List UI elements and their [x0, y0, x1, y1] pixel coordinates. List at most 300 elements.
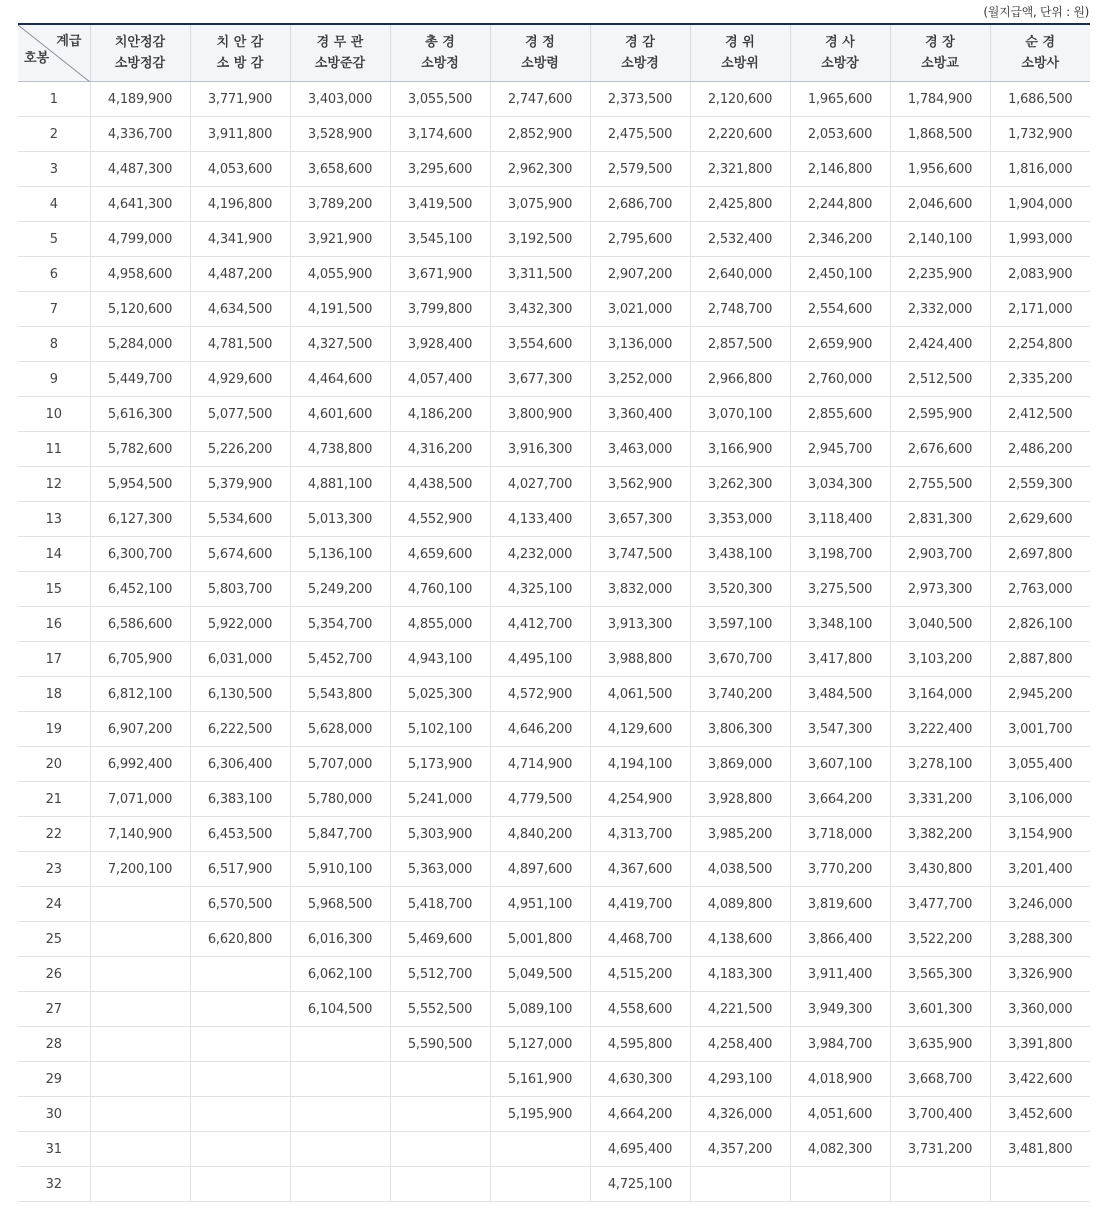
- salary-cell: 3,166,900: [690, 432, 790, 467]
- step-cell: 28: [18, 1027, 90, 1062]
- step-cell: 7: [18, 292, 90, 327]
- table-row: [18, 117, 1090, 152]
- salary-cell: 3,800,900: [490, 397, 590, 432]
- salary-cell: 4,664,200: [590, 1097, 690, 1132]
- salary-cell: 5,674,600: [190, 537, 290, 572]
- salary-cell: 4,194,100: [590, 747, 690, 782]
- salary-cell: [390, 1132, 490, 1167]
- salary-cell: 5,780,000: [290, 782, 390, 817]
- table-row: [18, 467, 1090, 502]
- salary-cell: 6,130,500: [190, 677, 290, 712]
- salary-cell: 3,911,800: [190, 117, 290, 152]
- salary-cell: 2,146,800: [790, 152, 890, 187]
- salary-cell: 4,487,200: [190, 257, 290, 292]
- salary-cell: 4,487,300: [90, 152, 190, 187]
- salary-cell: 2,425,800: [690, 187, 790, 222]
- salary-cell: 3,832,000: [590, 572, 690, 607]
- step-cell: 17: [18, 642, 90, 677]
- salary-cell: 4,464,600: [290, 362, 390, 397]
- salary-cell: 2,697,800: [990, 537, 1090, 572]
- step-cell: 12: [18, 467, 90, 502]
- salary-cell: 5,534,600: [190, 502, 290, 537]
- salary-cell: 3,348,100: [790, 607, 890, 642]
- salary-cell: 4,641,300: [90, 187, 190, 222]
- salary-cell: 2,857,500: [690, 327, 790, 362]
- table-row: [18, 782, 1090, 817]
- salary-cell: 4,943,100: [390, 642, 490, 677]
- salary-cell: 5,968,500: [290, 887, 390, 922]
- salary-cell: 1,965,600: [790, 82, 890, 117]
- salary-cell: 2,945,700: [790, 432, 890, 467]
- grade-header: [690, 24, 790, 82]
- salary-cell: 4,191,500: [290, 292, 390, 327]
- table-row: [18, 537, 1090, 572]
- salary-cell: [90, 992, 190, 1027]
- salary-cell: 3,040,500: [890, 607, 990, 642]
- salary-cell: 5,707,000: [290, 747, 390, 782]
- salary-cell: 3,554,600: [490, 327, 590, 362]
- salary-cell: 2,831,300: [890, 502, 990, 537]
- salary-cell: 3,154,900: [990, 817, 1090, 852]
- salary-cell: 1,686,500: [990, 82, 1090, 117]
- salary-cell: 6,306,400: [190, 747, 290, 782]
- salary-cell: 3,484,500: [790, 677, 890, 712]
- salary-cell: [290, 1132, 390, 1167]
- salary-cell: 3,985,200: [690, 817, 790, 852]
- salary-cell: 2,373,500: [590, 82, 690, 117]
- salary-cell: [490, 1167, 590, 1202]
- salary-cell: 4,133,400: [490, 502, 590, 537]
- step-cell: 6: [18, 257, 90, 292]
- salary-cell: 2,595,900: [890, 397, 990, 432]
- salary-cell: 1,732,900: [990, 117, 1090, 152]
- salary-cell: 4,630,300: [590, 1062, 690, 1097]
- salary-cell: 2,962,300: [490, 152, 590, 187]
- salary-cell: 6,222,500: [190, 712, 290, 747]
- salary-cell: 2,559,300: [990, 467, 1090, 502]
- table-row: [18, 887, 1090, 922]
- salary-cell: 3,278,100: [890, 747, 990, 782]
- table-row: [18, 677, 1090, 712]
- table-row: [18, 82, 1090, 117]
- table-row: [18, 1097, 1090, 1132]
- grade-header: [990, 24, 1090, 82]
- salary-cell: 2,903,700: [890, 537, 990, 572]
- salary-cell: 3,658,600: [290, 152, 390, 187]
- salary-cell: 3,671,900: [390, 257, 490, 292]
- salary-cell: 4,595,800: [590, 1027, 690, 1062]
- salary-cell: 5,161,900: [490, 1062, 590, 1097]
- salary-cell: 2,140,100: [890, 222, 990, 257]
- grade-header-fire: 소방사: [1021, 56, 1060, 71]
- salary-cell: 6,907,200: [90, 712, 190, 747]
- salary-cell: 4,038,500: [690, 852, 790, 887]
- salary-cell: 4,412,700: [490, 607, 590, 642]
- salary-cell: 3,565,300: [890, 957, 990, 992]
- salary-cell: 2,748,700: [690, 292, 790, 327]
- salary-cell: 3,522,200: [890, 922, 990, 957]
- salary-cell: 4,760,100: [390, 572, 490, 607]
- salary-cell: 6,031,000: [190, 642, 290, 677]
- salary-cell: 4,897,600: [490, 852, 590, 887]
- table-row: [18, 572, 1090, 607]
- salary-cell: 4,558,600: [590, 992, 690, 1027]
- salary-cell: 3,075,900: [490, 187, 590, 222]
- grade-header-police: 경 사: [825, 35, 855, 50]
- salary-cell: 4,855,000: [390, 607, 490, 642]
- salary-cell: 4,189,900: [90, 82, 190, 117]
- salary-cell: 3,463,000: [590, 432, 690, 467]
- salary-cell: 5,001,800: [490, 922, 590, 957]
- salary-cell: 3,034,300: [790, 467, 890, 502]
- salary-cell: 5,910,100: [290, 852, 390, 887]
- step-cell: 16: [18, 607, 90, 642]
- salary-cell: 3,201,400: [990, 852, 1090, 887]
- grade-header-fire: 소방령: [521, 56, 559, 71]
- step-cell: 29: [18, 1062, 90, 1097]
- salary-cell: 2,053,600: [790, 117, 890, 152]
- salary-cell: 3,770,200: [790, 852, 890, 887]
- salary-cell: 4,089,800: [690, 887, 790, 922]
- salary-cell: [90, 1132, 190, 1167]
- salary-cell: 3,432,300: [490, 292, 590, 327]
- salary-cell: 3,438,100: [690, 537, 790, 572]
- salary-cell: 4,138,600: [690, 922, 790, 957]
- salary-cell: 2,412,500: [990, 397, 1090, 432]
- salary-cell: 3,866,400: [790, 922, 890, 957]
- salary-cell: 3,670,700: [690, 642, 790, 677]
- salary-cell: 6,517,900: [190, 852, 290, 887]
- salary-cell: 2,579,500: [590, 152, 690, 187]
- table-row: [18, 922, 1090, 957]
- table-row: [18, 992, 1090, 1027]
- header-row: [18, 24, 1090, 82]
- salary-cell: 3,718,000: [790, 817, 890, 852]
- salary-cell: 2,907,200: [590, 257, 690, 292]
- salary-cell: 4,601,600: [290, 397, 390, 432]
- salary-cell: 3,106,000: [990, 782, 1090, 817]
- salary-cell: 2,244,800: [790, 187, 890, 222]
- salary-cell: 2,486,200: [990, 432, 1090, 467]
- salary-cell: 4,053,600: [190, 152, 290, 187]
- grade-header-police: 경 정: [525, 35, 555, 50]
- table-row: [18, 852, 1090, 887]
- table-row: [18, 187, 1090, 222]
- salary-cell: 4,951,100: [490, 887, 590, 922]
- salary-cell: 3,668,700: [890, 1062, 990, 1097]
- grade-label: 계급: [56, 34, 82, 49]
- salary-cell: 3,545,100: [390, 222, 490, 257]
- salary-cell: 3,988,800: [590, 642, 690, 677]
- salary-cell: [390, 1062, 490, 1097]
- table-row: [18, 642, 1090, 677]
- salary-cell: 3,477,700: [890, 887, 990, 922]
- salary-cell: 3,913,300: [590, 607, 690, 642]
- salary-cell: 2,171,000: [990, 292, 1090, 327]
- grade-header-police: 치 안 감: [216, 35, 264, 50]
- step-cell: 13: [18, 502, 90, 537]
- salary-cell: 4,495,100: [490, 642, 590, 677]
- salary-cell: 5,418,700: [390, 887, 490, 922]
- salary-cell: 4,313,700: [590, 817, 690, 852]
- salary-cell: 5,379,900: [190, 467, 290, 502]
- salary-cell: 2,747,600: [490, 82, 590, 117]
- salary-cell: 4,419,700: [590, 887, 690, 922]
- salary-cell: 3,789,200: [290, 187, 390, 222]
- salary-cell: 6,620,800: [190, 922, 290, 957]
- salary-cell: [90, 1097, 190, 1132]
- step-cell: 5: [18, 222, 90, 257]
- salary-cell: 4,327,500: [290, 327, 390, 362]
- salary-cell: 1,956,600: [890, 152, 990, 187]
- step-cell: 30: [18, 1097, 90, 1132]
- salary-cell: 6,705,900: [90, 642, 190, 677]
- salary-cell: 3,331,200: [890, 782, 990, 817]
- table-row: [18, 222, 1090, 257]
- salary-cell: 3,657,300: [590, 502, 690, 537]
- salary-cell: 3,422,600: [990, 1062, 1090, 1097]
- grade-header-police: 경 장: [925, 35, 955, 50]
- salary-cell: 2,512,500: [890, 362, 990, 397]
- salary-cell: 3,731,200: [890, 1132, 990, 1167]
- salary-cell: 2,321,800: [690, 152, 790, 187]
- salary-cell: 1,816,000: [990, 152, 1090, 187]
- table-row: [18, 432, 1090, 467]
- salary-cell: 2,332,000: [890, 292, 990, 327]
- salary-cell: 2,659,900: [790, 327, 890, 362]
- table-row: [18, 1132, 1090, 1167]
- salary-cell: [790, 1167, 890, 1202]
- step-cell: 20: [18, 747, 90, 782]
- salary-cell: 6,992,400: [90, 747, 190, 782]
- salary-cell: 4,659,600: [390, 537, 490, 572]
- salary-cell: 4,799,000: [90, 222, 190, 257]
- grade-header: [790, 24, 890, 82]
- salary-cell: [390, 1097, 490, 1132]
- salary-cell: 3,382,200: [890, 817, 990, 852]
- salary-cell: [290, 1167, 390, 1202]
- salary-cell: [190, 1062, 290, 1097]
- salary-cell: 5,127,000: [490, 1027, 590, 1062]
- grade-header: [590, 24, 690, 82]
- salary-cell: [90, 1062, 190, 1097]
- salary-cell: 6,016,300: [290, 922, 390, 957]
- salary-cell: 6,300,700: [90, 537, 190, 572]
- salary-cell: 5,120,600: [90, 292, 190, 327]
- salary-cell: 3,222,400: [890, 712, 990, 747]
- salary-cell: 3,174,600: [390, 117, 490, 152]
- salary-cell: 5,173,900: [390, 747, 490, 782]
- salary-cell: 3,928,800: [690, 782, 790, 817]
- salary-cell: 4,183,300: [690, 957, 790, 992]
- salary-cell: 3,360,000: [990, 992, 1090, 1027]
- salary-cell: 3,928,400: [390, 327, 490, 362]
- salary-cell: 4,738,800: [290, 432, 390, 467]
- salary-cell: [190, 1097, 290, 1132]
- salary-cell: 2,973,300: [890, 572, 990, 607]
- salary-cell: 3,911,400: [790, 957, 890, 992]
- salary-cell: 3,252,000: [590, 362, 690, 397]
- salary-cell: 3,001,700: [990, 712, 1090, 747]
- salary-cell: 5,954,500: [90, 467, 190, 502]
- salary-cell: 4,018,900: [790, 1062, 890, 1097]
- step-cell: 18: [18, 677, 90, 712]
- step-cell: 8: [18, 327, 90, 362]
- salary-cell: 2,686,700: [590, 187, 690, 222]
- table-row: [18, 397, 1090, 432]
- salary-cell: 6,570,500: [190, 887, 290, 922]
- salary-cell: [190, 1132, 290, 1167]
- salary-cell: 2,945,200: [990, 677, 1090, 712]
- step-cell: 10: [18, 397, 90, 432]
- salary-cell: 5,512,700: [390, 957, 490, 992]
- salary-cell: 6,586,600: [90, 607, 190, 642]
- table-row: [18, 292, 1090, 327]
- salary-cell: 3,055,500: [390, 82, 490, 117]
- salary-cell: 3,419,500: [390, 187, 490, 222]
- table-row: [18, 1062, 1090, 1097]
- salary-cell: 1,904,000: [990, 187, 1090, 222]
- salary-cell: 2,629,600: [990, 502, 1090, 537]
- table-row: [18, 607, 1090, 642]
- salary-cell: 5,616,300: [90, 397, 190, 432]
- salary-cell: 5,922,000: [190, 607, 290, 642]
- salary-cell: 2,554,600: [790, 292, 890, 327]
- salary-cell: [90, 922, 190, 957]
- salary-cell: [490, 1132, 590, 1167]
- table-row: [18, 152, 1090, 187]
- salary-cell: 2,235,900: [890, 257, 990, 292]
- salary-cell: 4,254,900: [590, 782, 690, 817]
- salary-cell: 4,881,100: [290, 467, 390, 502]
- step-cell: 19: [18, 712, 90, 747]
- salary-cell: 3,921,900: [290, 222, 390, 257]
- step-cell: 11: [18, 432, 90, 467]
- salary-cell: 5,303,900: [390, 817, 490, 852]
- step-cell: 32: [18, 1167, 90, 1202]
- grade-header: [190, 24, 290, 82]
- salary-cell: 3,353,000: [690, 502, 790, 537]
- salary-cell: 4,634,500: [190, 292, 290, 327]
- salary-cell: [190, 1167, 290, 1202]
- grade-header-police: 순 경: [1025, 35, 1056, 50]
- table-row: [18, 747, 1090, 782]
- salary-cell: 5,241,000: [390, 782, 490, 817]
- salary-cell: 6,812,100: [90, 677, 190, 712]
- salary-cell: 3,295,600: [390, 152, 490, 187]
- table-row: [18, 257, 1090, 292]
- salary-cell: 2,852,900: [490, 117, 590, 152]
- salary-cell: 2,220,600: [690, 117, 790, 152]
- salary-cell: 5,552,500: [390, 992, 490, 1027]
- salary-cell: 4,779,500: [490, 782, 590, 817]
- step-cell: 15: [18, 572, 90, 607]
- grade-header-fire: 소방준감: [314, 56, 366, 71]
- salary-cell: [190, 992, 290, 1027]
- salary-cell: 5,354,700: [290, 607, 390, 642]
- table-row: [18, 362, 1090, 397]
- salary-cell: 5,226,200: [190, 432, 290, 467]
- salary-cell: 2,424,400: [890, 327, 990, 362]
- grade-header: [490, 24, 590, 82]
- salary-cell: 5,249,200: [290, 572, 390, 607]
- salary-cell: 2,532,400: [690, 222, 790, 257]
- salary-cell: 4,336,700: [90, 117, 190, 152]
- salary-cell: [90, 957, 190, 992]
- grade-header-fire: 소방위: [721, 56, 759, 71]
- salary-cell: 3,700,400: [890, 1097, 990, 1132]
- step-cell: 1: [18, 82, 90, 117]
- salary-cell: 4,221,500: [690, 992, 790, 1027]
- salary-cell: 3,326,900: [990, 957, 1090, 992]
- salary-cell: 3,136,000: [590, 327, 690, 362]
- salary-cell: 3,740,200: [690, 677, 790, 712]
- grade-header-fire: 소방경: [621, 56, 659, 71]
- salary-cell: [90, 1167, 190, 1202]
- salary-cell: 3,806,300: [690, 712, 790, 747]
- step-cell: 26: [18, 957, 90, 992]
- salary-cell: 4,027,700: [490, 467, 590, 502]
- salary-cell: 2,966,800: [690, 362, 790, 397]
- salary-cell: 3,771,900: [190, 82, 290, 117]
- table-body: [18, 82, 1090, 1202]
- salary-cell: 2,640,000: [690, 257, 790, 292]
- salary-cell: 6,127,300: [90, 502, 190, 537]
- salary-cell: 3,288,300: [990, 922, 1090, 957]
- salary-cell: 4,367,600: [590, 852, 690, 887]
- salary-cell: 4,438,500: [390, 467, 490, 502]
- grade-header-fire: 소 방 감: [216, 56, 264, 71]
- salary-cell: 2,450,100: [790, 257, 890, 292]
- salary-cell: 4,468,700: [590, 922, 690, 957]
- salary-cell: 4,714,900: [490, 747, 590, 782]
- step-label: 호봉: [24, 51, 50, 66]
- salary-cell: 2,676,600: [890, 432, 990, 467]
- salary-cell: 7,071,000: [90, 782, 190, 817]
- grade-header-fire: 소방교: [921, 56, 959, 71]
- salary-cell: 6,383,100: [190, 782, 290, 817]
- salary-cell: 3,677,300: [490, 362, 590, 397]
- salary-cell: 6,062,100: [290, 957, 390, 992]
- grade-header: [390, 24, 490, 82]
- salary-cell: 3,452,600: [990, 1097, 1090, 1132]
- salary-cell: 3,360,400: [590, 397, 690, 432]
- salary-cell: 4,232,000: [490, 537, 590, 572]
- salary-cell: 3,403,000: [290, 82, 390, 117]
- salary-cell: 5,449,700: [90, 362, 190, 397]
- salary-cell: 4,929,600: [190, 362, 290, 397]
- step-cell: 27: [18, 992, 90, 1027]
- salary-cell: 1,993,000: [990, 222, 1090, 257]
- step-cell: 22: [18, 817, 90, 852]
- table-row: [18, 1167, 1090, 1202]
- grade-header-police: 치안정감: [114, 35, 166, 50]
- salary-cell: 2,254,800: [990, 327, 1090, 362]
- salary-cell: 3,799,800: [390, 292, 490, 327]
- salary-cell: [990, 1167, 1090, 1202]
- salary-cell: 5,469,600: [390, 922, 490, 957]
- grade-header-police: 경 위: [725, 35, 755, 50]
- table-row: [18, 327, 1090, 362]
- salary-cell: [290, 1062, 390, 1097]
- corner-header: [18, 24, 90, 82]
- salary-cell: 1,784,900: [890, 82, 990, 117]
- grade-header: [290, 24, 390, 82]
- salary-cell: 3,635,900: [890, 1027, 990, 1062]
- salary-cell: 4,646,200: [490, 712, 590, 747]
- salary-cell: 5,284,000: [90, 327, 190, 362]
- salary-cell: 4,958,600: [90, 257, 190, 292]
